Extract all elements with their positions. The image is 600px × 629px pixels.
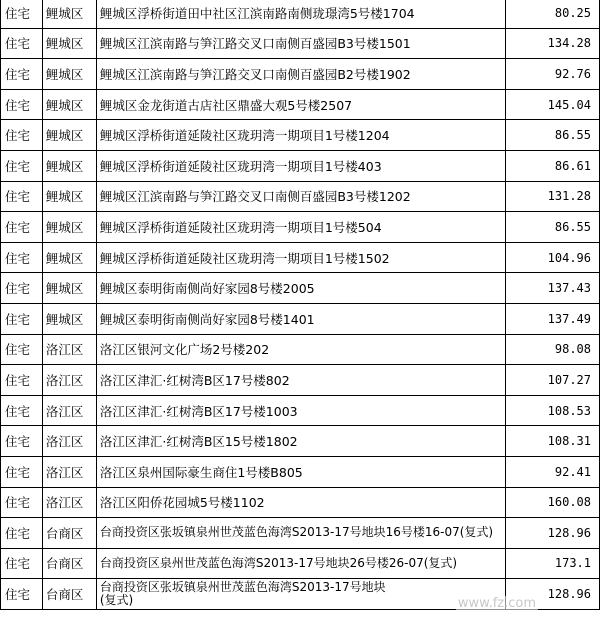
address-cell: 洛江区津汇·红树湾B区17号楼802 (96, 365, 505, 396)
district-cell: 鲤城区 (42, 273, 96, 304)
table-row (1, 181, 600, 212)
property-type-cell: 住宅 (1, 395, 43, 426)
table-row (1, 150, 600, 181)
property-type-cell: 住宅 (1, 0, 43, 28)
district-cell: 鲤城区 (42, 0, 96, 28)
address-cell: 鲤城区泰明街南侧尚好家园8号楼2005 (96, 273, 505, 304)
area-cell: 160.08 (506, 487, 600, 518)
address-cell: 台商投资区张坂镇泉州世茂蓝色海湾S2013-17号地块16号楼16-07(复式) (96, 518, 505, 549)
area-cell: 173.1 (506, 548, 600, 579)
address-cell: 鲤城区浮桥街道延陵社区珑玥湾一期项目1号楼403 (96, 150, 505, 181)
property-type-cell: 住宅 (1, 242, 43, 273)
property-type-cell: 住宅 (1, 365, 43, 396)
watermark: www.fz.com (457, 596, 536, 611)
district-cell: 台商区 (42, 579, 96, 610)
table-row (1, 303, 600, 334)
district-cell: 鲤城区 (42, 181, 96, 212)
property-type-cell: 住宅 (1, 303, 43, 334)
district-cell: 台商区 (42, 518, 96, 549)
area-cell: 128.96 (506, 579, 600, 610)
property-type-cell: 住宅 (1, 59, 43, 90)
district-cell: 鲤城区 (42, 212, 96, 243)
address-line-2: (复式) (99, 593, 134, 608)
property-type-cell: 住宅 (1, 426, 43, 457)
table-row (1, 89, 600, 120)
table-row (1, 365, 600, 396)
area-cell: 131.28 (506, 181, 600, 212)
table-row (1, 518, 600, 549)
address-cell: 鲤城区泰明街南侧尚好家园8号楼1401 (96, 303, 505, 334)
table-row (1, 426, 600, 457)
area-cell: 104.96 (506, 242, 600, 273)
area-cell: 86.55 (506, 212, 600, 243)
table-row (1, 548, 600, 579)
address-cell: 洛江区银河文化广场2号楼202 (96, 334, 505, 365)
address-cell: 鲤城区江滨南路与笋江路交叉口南侧百盛园B3号楼1501 (96, 28, 505, 59)
district-cell: 洛江区 (42, 426, 96, 457)
table-row (1, 395, 600, 426)
table-row (1, 212, 600, 243)
area-cell: 86.61 (506, 150, 600, 181)
district-cell: 鲤城区 (42, 120, 96, 151)
table-body (1, 0, 600, 609)
address-cell: 鲤城区江滨南路与笋江路交叉口南侧百盛园B2号楼1902 (96, 59, 505, 90)
area-cell: 108.53 (506, 395, 600, 426)
property-type-cell: 住宅 (1, 334, 43, 365)
address-cell: 洛江区津汇·红树湾B区17号楼1003 (96, 395, 505, 426)
address-cell: 鲤城区江滨南路与笋江路交叉口南侧百盛园B3号楼1202 (96, 181, 505, 212)
property-type-cell: 住宅 (1, 120, 43, 151)
district-cell: 洛江区 (42, 334, 96, 365)
property-type-cell: 住宅 (1, 518, 43, 549)
district-cell: 洛江区 (42, 365, 96, 396)
table-row (1, 0, 600, 28)
property-type-cell: 住宅 (1, 456, 43, 487)
area-cell: 92.41 (506, 456, 600, 487)
property-type-cell: 住宅 (1, 273, 43, 304)
address-cell: 鲤城区浮桥街道延陵社区珑玥湾一期项目1号楼504 (96, 212, 505, 243)
table-row (1, 273, 600, 304)
table-row (1, 242, 600, 273)
area-cell: 86.55 (506, 120, 600, 151)
address-line-1: 台商投资区张坂镇泉州世茂蓝色海湾S2013-17号地块 (99, 580, 386, 595)
district-cell: 洛江区 (42, 487, 96, 518)
table-row (1, 487, 600, 518)
district-cell: 鲤城区 (42, 242, 96, 273)
property-type-cell: 住宅 (1, 28, 43, 59)
property-type-cell: 住宅 (1, 548, 43, 579)
area-cell: 108.31 (506, 426, 600, 457)
property-type-cell: 住宅 (1, 212, 43, 243)
area-cell: 128.96 (506, 518, 600, 549)
address-cell: 洛江区泉州国际豪生商住1号楼B805 (96, 456, 505, 487)
table-row (1, 59, 600, 90)
table-row (1, 456, 600, 487)
district-cell: 鲤城区 (42, 150, 96, 181)
property-type-cell: 住宅 (1, 150, 43, 181)
property-type-cell: 住宅 (1, 181, 43, 212)
address-cell: 台商投资区泉州世茂蓝色海湾S2013-17号地块26号楼26-07(复式) (96, 548, 505, 579)
table-row (1, 334, 600, 365)
area-cell: 107.27 (506, 365, 600, 396)
district-cell: 鲤城区 (42, 303, 96, 334)
district-cell: 台商区 (42, 548, 96, 579)
address-cell: 鲤城区浮桥街道延陵社区珑玥湾一期项目1号楼1204 (96, 120, 505, 151)
district-cell: 洛江区 (42, 395, 96, 426)
property-type-cell: 住宅 (1, 89, 43, 120)
area-cell: 137.49 (506, 303, 600, 334)
property-type-cell: 住宅 (1, 487, 43, 518)
address-cell: 鲤城区浮桥街道田中社区江滨南路南侧珑璟湾5号楼1704 (96, 0, 505, 28)
address-cell: 洛江区阳侨花园城5号楼1102 (96, 487, 505, 518)
area-cell: 145.04 (506, 89, 600, 120)
district-cell: 洛江区 (42, 456, 96, 487)
area-cell: 134.28 (506, 28, 600, 59)
table-row (1, 28, 600, 59)
address-cell (96, 579, 505, 610)
area-cell: 98.08 (506, 334, 600, 365)
property-type-cell: 住宅 (1, 579, 43, 610)
address-cell: 鲤城区金龙街道古店社区鼎盛大观5号楼2507 (96, 89, 505, 120)
address-cell: 鲤城区浮桥街道延陵社区珑玥湾一期项目1号楼1502 (96, 242, 505, 273)
district-cell: 鲤城区 (42, 28, 96, 59)
table-row (1, 120, 600, 151)
area-cell: 137.43 (506, 273, 600, 304)
address-cell: 洛江区津汇·红树湾B区15号楼1802 (96, 426, 505, 457)
district-cell: 鲤城区 (42, 89, 96, 120)
area-cell: 92.76 (506, 59, 600, 90)
area-cell: 80.25 (506, 0, 600, 28)
district-cell: 鲤城区 (42, 59, 96, 90)
